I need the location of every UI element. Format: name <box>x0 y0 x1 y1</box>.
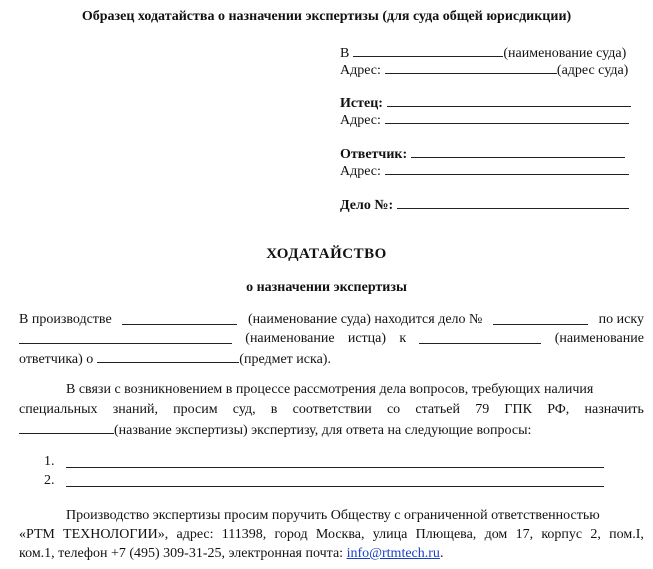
p2-expertise-field[interactable] <box>19 421 114 434</box>
court-address-hint: (адрес суда) <box>556 63 629 78</box>
p3-word: корпус <box>541 527 583 542</box>
p1-text-b: (наименование суда) находится дело № <box>247 312 483 327</box>
petition-subheading: о назначении экспертизы <box>246 280 407 295</box>
court-address-row <box>340 61 628 79</box>
p1-defendant-field[interactable] <box>419 331 541 344</box>
p2-word: со <box>386 402 401 417</box>
question-number-1: 1. <box>44 454 55 469</box>
p3-line-1: Производство экспертизы просим поручить Обществу с ограниченной ответственностью <box>66 508 600 523</box>
defendant-address-field[interactable] <box>385 162 629 175</box>
p3-line-2 <box>19 527 644 543</box>
p1-case-field[interactable] <box>493 312 588 325</box>
p3-word: «РТМ <box>19 527 55 542</box>
p2-word: соответствии <box>292 402 372 417</box>
defendant-label: Ответчик: <box>340 147 408 162</box>
case-number-field[interactable] <box>397 196 629 209</box>
p1-text-e: истца) <box>347 331 387 346</box>
plaintiff-address-row <box>340 111 629 129</box>
p3-word: дом <box>484 527 508 542</box>
plaintiff-field[interactable] <box>387 94 631 107</box>
court-address-label: Адрес: <box>340 63 381 78</box>
p3-word: улица <box>372 527 408 542</box>
case-number-label: Дело №: <box>340 198 394 213</box>
p2-word: в <box>270 402 278 417</box>
petition-heading: ХОДАТАЙСТВО <box>266 246 387 262</box>
p1-line-3 <box>19 350 331 368</box>
p3-word: Плющева, <box>415 527 477 542</box>
question-number-2: 2. <box>44 473 55 488</box>
p3-word: город <box>274 527 308 542</box>
defendant-row <box>340 145 625 163</box>
p2-word: знаний, <box>112 402 158 417</box>
p3-word: ТЕХНОЛОГИИ», <box>63 527 169 542</box>
plaintiff-address-label: Адрес: <box>340 113 381 128</box>
p2-line-3 <box>19 421 531 439</box>
p1-text-c: по иску <box>598 312 644 327</box>
p1-line-1 <box>19 312 644 328</box>
p3-word: 17, <box>515 527 534 542</box>
p2-word: назначить <box>584 402 644 417</box>
p1-line-2 <box>19 331 644 347</box>
p3-word: пом.I, <box>609 527 644 542</box>
p3-word: 111398, <box>221 527 267 542</box>
plaintiff-address-field[interactable] <box>385 111 629 124</box>
court-name-row <box>340 44 626 62</box>
p1-text-f: к <box>399 331 407 346</box>
p1-text-i: (предмет иска). <box>239 352 331 367</box>
document-title: Образец ходатайства о назначении экспертизы (для суда общей юрисдикции) <box>81 9 572 24</box>
p3-word: 2, <box>590 527 601 542</box>
p1-text-d: (наименование <box>245 331 335 346</box>
p1-text-h: ответчика) о <box>19 352 94 367</box>
p3-word: адрес: <box>176 527 214 542</box>
question-field-2[interactable] <box>66 486 604 487</box>
p2-word: суд, <box>232 402 256 417</box>
plaintiff-row <box>340 94 631 112</box>
p2-word: РФ, <box>547 402 570 417</box>
court-name-field[interactable] <box>353 44 503 57</box>
p2-word: просим <box>173 402 218 417</box>
p2-word: специальных <box>19 402 98 417</box>
p1-subject-field[interactable] <box>97 350 239 363</box>
p1-court-field[interactable] <box>122 312 237 325</box>
question-field-1[interactable] <box>66 467 604 468</box>
p1-plaintiff-field[interactable] <box>19 331 232 344</box>
p3-end: . <box>439 546 444 561</box>
defendant-address-row <box>340 162 629 180</box>
defendant-address-label: Адрес: <box>340 164 381 179</box>
court-name-hint: (наименование суда) <box>503 46 627 61</box>
case-number-row <box>340 196 629 214</box>
p2-word: ГПК <box>504 402 532 417</box>
p3-word: Москва, <box>315 527 365 542</box>
p1-text-a: В производстве <box>19 312 112 327</box>
defendant-field[interactable] <box>411 145 625 158</box>
p3-line-3 <box>19 546 443 562</box>
p2-word: статьей <box>415 402 460 417</box>
p3-text: ком.1, телефон +7 (495) 309-31-25, электронная почта: <box>19 546 344 561</box>
email-link[interactable]: info@rtmtech.ru <box>346 546 440 561</box>
court-address-field[interactable] <box>385 61 557 74</box>
p2-line-1: В связи с возникновением в процессе рассмотрения дела вопросов, требующих наличия <box>66 382 594 397</box>
p2-line-2 <box>19 402 644 418</box>
p2-word: 79 <box>475 402 490 417</box>
p1-text-g: (наименование <box>554 331 644 346</box>
court-prefix: В <box>340 46 350 61</box>
plaintiff-label: Истец: <box>340 96 383 111</box>
p2-text: (название экспертизы) экспертизу, для ответа на следующие вопросы: <box>114 423 532 438</box>
